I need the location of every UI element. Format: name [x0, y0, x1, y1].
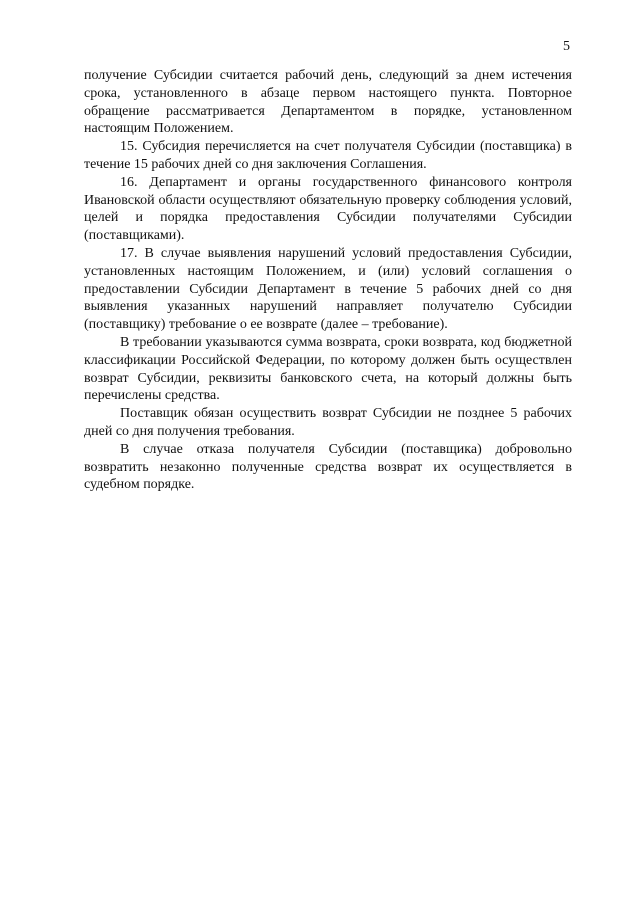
- paragraph-requirement-details: В требовании указываются сумма возврата, сроки возврата, код бюджетной классификации Российской Федерации, по которому должен быть осуществлен возврат Субсидии, реквизиты банковского счета, на который должны быть перечислены средства.: [84, 334, 572, 404]
- document-body: [84, 67, 572, 494]
- paragraph-item-17: 17. В случае выявления нарушений условий предоставления Субсидии, установленных настоящим Положением, и (или) условий соглашения о предоставлении Субсидии Департамент в течение 5 рабочих дней со дня выявления указанных нарушений направляет получателю Субсидии (поставщику) требование о ее возврате (далее – требование).: [84, 245, 572, 333]
- page-number: 5: [563, 39, 570, 54]
- paragraph-continuation: получение Субсидии считается рабочий день, следующий за днем истечения срока, установленного в абзаце первом настоящего пункта. Повторное обращение рассматривается Департаментом в порядке, установленном настоящим Положением.: [84, 68, 572, 137]
- paragraph-item-15: 15. Субсидия перечисляется на счет получателя Субсидии (поставщика) в течение 15 рабочих дней со дня заключения Соглашения.: [84, 139, 572, 172]
- paragraph-return-deadline: Поставщик обязан осуществить возврат Субсидии не позднее 5 рабочих дней со дня получения требования.: [84, 406, 572, 439]
- paragraph-judicial-return: В случае отказа получателя Субсидии (поставщика) добровольно возвратить незаконно полученные средства возврат их осуществляется в судебном порядке.: [84, 441, 572, 493]
- paragraph-item-16: 16. Департамент и органы государственного финансового контроля Ивановской области осуществляют обязательную проверку соблюдения условий, целей и порядка предоставления Субсидии получателями Субсидии (поставщиками).: [84, 174, 572, 244]
